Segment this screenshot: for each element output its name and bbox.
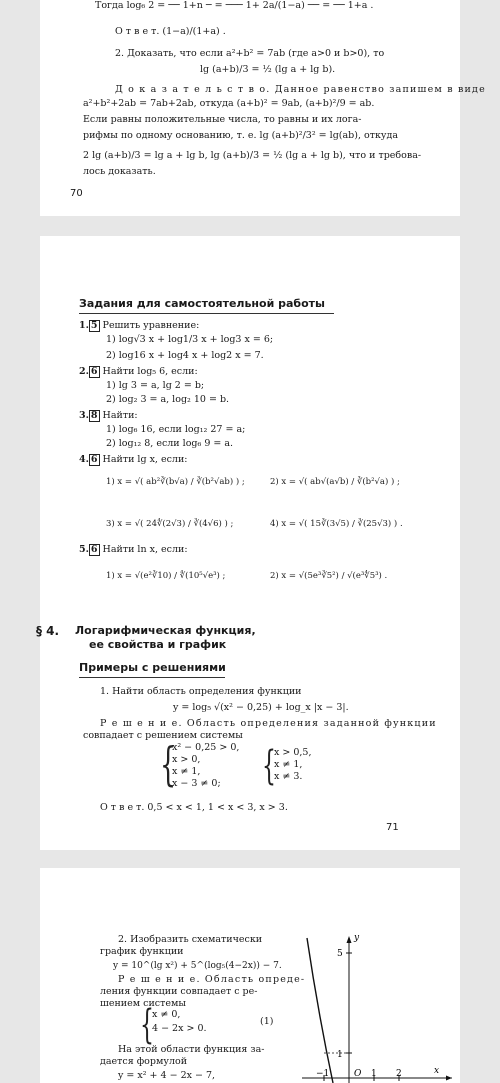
example-2-title: график функции: [100, 946, 184, 957]
x-axis-label: x: [434, 1066, 440, 1076]
solution-line: ления функции совпадает с ре-: [100, 986, 258, 997]
function-curve: [307, 938, 333, 1083]
task-3-item: 1) log₆ 16, если log₁₂ 27 = a;: [106, 424, 246, 435]
solution-line: Тогда log₆ 2 = ── 1+n ─ = ─── 1+ 2a/(1−a) ── = ── 1+a .: [95, 0, 374, 11]
task-4-item: 4) x = √( 15∛(3√5) / ∛(25√3) ) .: [270, 519, 403, 529]
y-axis-label: y: [354, 933, 360, 943]
examples-heading: Примеры с решениями: [79, 661, 226, 674]
solution-line: Р е ш е н и е. Область опреде-: [118, 974, 306, 985]
task2-formula: lg (a+b)/3 = ½ (lg a + lg b).: [200, 64, 336, 75]
solution-line: Р е ш е н и е. Область определения заданной функции: [100, 718, 437, 729]
section-title: ее свойства и график: [89, 638, 227, 651]
page-72: [40, 868, 460, 1083]
example-1-function: y = log₅ √(x² − 0,25) + log_x |x − 3|.: [173, 702, 349, 713]
system-2-row: x > 0,5,: [274, 747, 312, 758]
task-4-item: 3) x = √( 24∜(2√3) / ∛(4√6) ) ;: [106, 519, 234, 529]
proof-line: 2 lg (a+b)/3 = lg a + lg b, lg (a+b)/3 = ½ (lg a + lg b), что и требова-: [83, 150, 422, 161]
system-brace: {: [262, 743, 276, 789]
task-2-item: 2) log₂ 3 = a, log₂ 10 = b.: [106, 394, 230, 405]
equation-label: (1): [260, 1016, 274, 1027]
proof-line: рифмы по одному основанию, т. е. lg (a+b)²/3² = lg(ab), откуда: [83, 130, 398, 141]
difficulty-badge: 6: [90, 544, 98, 555]
example-2-title: 2. Изобразить схематически: [118, 934, 263, 945]
system-1-row: x ≠ 1,: [172, 766, 201, 777]
difficulty-badge: 6: [90, 366, 98, 377]
x-tick-label: −1: [316, 1069, 330, 1079]
solution-line: дается формулой: [100, 1056, 188, 1067]
task-4-item: 2) x = √( ab√(a√b) / ∛(b²√a) ) ;: [270, 477, 400, 487]
exercises-heading: Задания для самостоятельной работы: [79, 297, 325, 310]
system-brace: {: [160, 737, 177, 791]
function-graph: [302, 926, 460, 1083]
system-1-row: x² − 0,25 > 0,: [172, 742, 240, 753]
task-2-title: 2. 6 Найти log₅ 6, если:: [79, 366, 198, 377]
solution-line: На этой области функция за-: [118, 1044, 265, 1055]
solution-line: шением системы: [100, 998, 186, 1009]
y-tick-label: 5: [337, 949, 343, 959]
difficulty-badge: 6: [90, 454, 98, 465]
task-3-item: 2) log₁₂ 8, если log₆ 9 = a.: [106, 438, 234, 449]
task-2-item: 1) lg 3 = a, lg 2 = b;: [106, 380, 205, 391]
task-5-title: 5. 6 Найти ln x, если:: [79, 544, 188, 555]
formula-line: y = x² + 4 − 2x − 7,: [118, 1070, 216, 1081]
page-70: [40, 0, 486, 216]
system-brace: {: [140, 1002, 154, 1048]
system-1-row: x > 0,: [172, 754, 201, 765]
page-71: [36, 236, 460, 850]
section-title: Логарифмическая функция,: [75, 624, 256, 637]
examples-underline: [79, 677, 225, 678]
proof-line: Если равны положительные числа, то равны и их лога-: [83, 114, 362, 125]
page-number: 70: [70, 188, 83, 199]
x-axis-arrow: [446, 1076, 452, 1081]
system-1-row: x − 3 ≠ 0;: [172, 778, 221, 789]
solution-line: совпадает с решением системы: [83, 730, 243, 741]
page-number: 71: [386, 822, 399, 833]
task2-statement: 2. Доказать, что если a²+b² = 7ab (где a>0 и b>0), то: [115, 48, 385, 59]
origin-label: O: [354, 1069, 362, 1079]
example-2-function: y = 10^(lg x²) + 5^(log₅(4−2x)) − 7.: [113, 961, 282, 971]
system-row: 4 − 2x > 0.: [152, 1023, 207, 1034]
x-tick-label: 2: [396, 1069, 402, 1079]
system-2-row: x ≠ 1,: [274, 759, 303, 770]
proof-line: Д о к а з а т е л ь с т в о. Данное равенство запишем в виде: [115, 84, 486, 95]
heading-underline: [79, 313, 334, 314]
task-1-item: 1) log√3 x + log1/3 x + log3 x = 6;: [106, 334, 274, 345]
proof-line: лось доказать.: [83, 166, 156, 177]
answer-line: О т в е т. (1−a)/(1+a) .: [115, 26, 226, 37]
proof-line: a²+b²+2ab = 7ab+2ab, откуда (a+b)² = 9ab, (a+b)²/9 = ab.: [83, 98, 375, 109]
task-4-title: 4. 6 Найти lg x, если:: [79, 454, 188, 465]
task-5-item: 2) x = √(5e³∛5²) / √(e³∜5³) .: [270, 571, 388, 581]
task-5-item: 1) x = √(e²∛10) / ∜(10⁵√e³) ;: [106, 571, 226, 581]
task-4-item: 1) x = √( ab²∛(b√a) / ∛(b²√ab) ) ;: [106, 477, 245, 487]
x-tick-label: 1: [371, 1069, 377, 1079]
section-number: § 4.: [36, 624, 60, 638]
task-1-item: 2) log16 x + log4 x + log2 x = 7.: [106, 350, 264, 361]
system-2-row: x ≠ 3.: [274, 771, 303, 782]
difficulty-badge: 8: [90, 410, 98, 421]
system-row: x ≠ 0,: [152, 1009, 181, 1020]
task-3-title: 3. 8 Найти:: [79, 410, 138, 421]
task-1-title: 1. 5 Решить уравнение:: [79, 320, 200, 331]
example-1-answer: О т в е т. 0,5 < x < 1, 1 < x < 3, x > 3.: [100, 802, 288, 813]
y-tick-label: 1: [337, 1050, 343, 1060]
example-1-title: 1. Найти область определения функции: [100, 686, 302, 697]
y-axis-arrow: [347, 936, 352, 943]
difficulty-badge: 5: [90, 320, 98, 331]
